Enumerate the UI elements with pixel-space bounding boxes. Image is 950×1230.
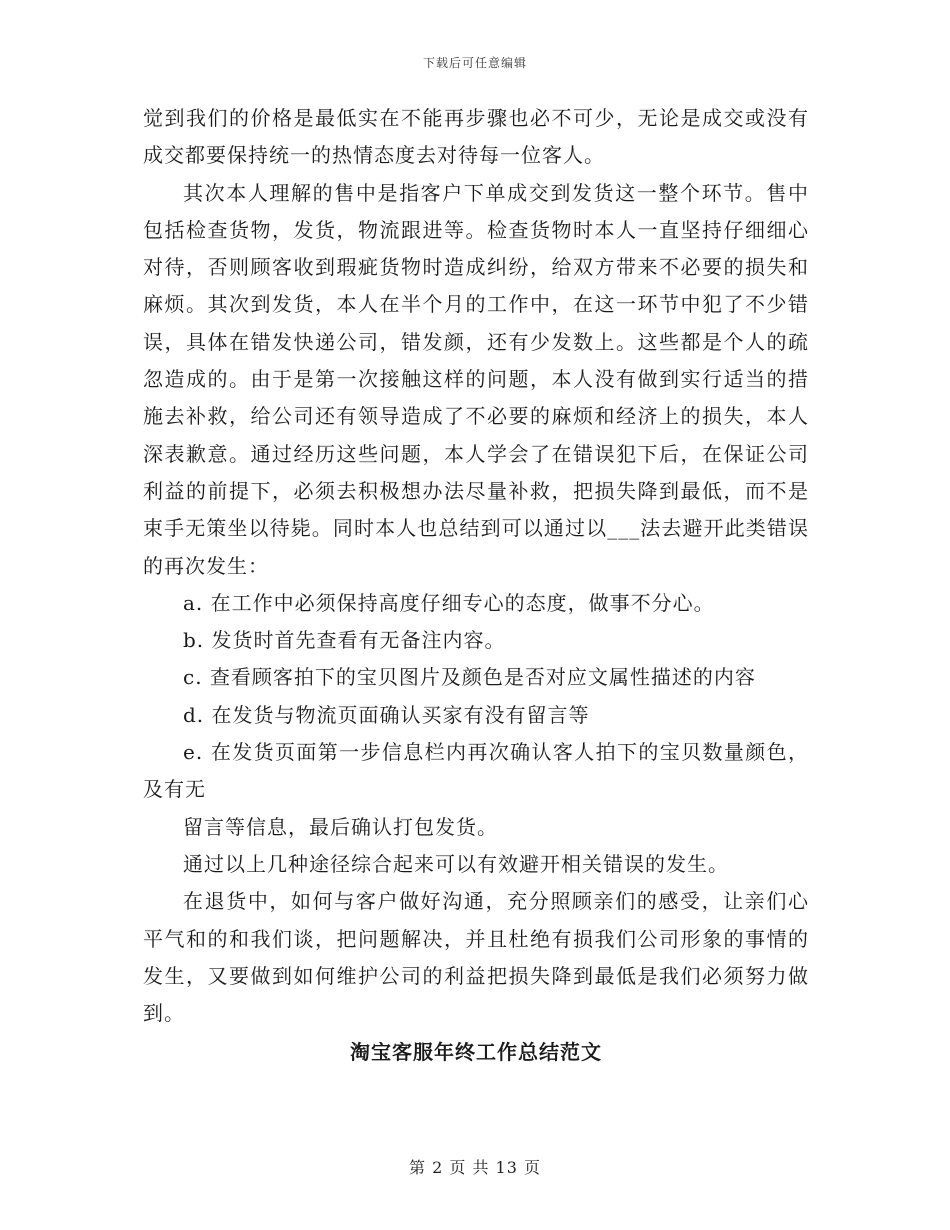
paragraph-continuation: 觉到我们的价格是最低实在不能再步骤也必不可少，无论是成交或没有成交都要保持统一的热情态度去对待每一位客人。 <box>143 106 809 168</box>
page-header-note: 下载后可任意编辑 <box>422 56 527 70</box>
list-item-e-continuation: 留言等信息，最后确认打包发货。 <box>183 814 498 839</box>
page-number: 第 2 页 共 13 页 <box>409 1158 541 1177</box>
section-title: 淘宝客服年终工作总结范文 <box>350 1040 602 1065</box>
list-item-a: a. 在工作中必须保持高度仔细专心的态度，做事不分心。 <box>183 590 715 615</box>
list-item-d: d. 在发货与物流页面确认买家有没有留言等 <box>183 702 590 727</box>
list-item-b: b. 发货时首先查看有无备注内容。 <box>183 628 506 653</box>
list-item-c: c. 查看顾客拍下的宝贝图片及颜色是否对应文属性描述的内容 <box>183 665 756 690</box>
document-body <box>143 100 809 1071</box>
paragraph-returns: 在退货中，如何与客户做好沟通，充分照顾亲们的感受，让亲们心平气和的和我们谈，把问题解决，并且杜绝有损我们公司形象的事情的发生，又要做到如何维护公司的利益把损失降到最低是我们必须努力做到。 <box>143 889 809 1026</box>
paragraph-summary: 通过以上几种途径综合起来可以有效避开相关错误的发生。 <box>183 851 729 876</box>
list-item-e: e. 在发货页面第一步信息栏内再次确认客人拍下的宝贝数量颜色，及有无 <box>143 740 809 802</box>
paragraph-during-sale: 其次本人理解的售中是指客户下单成交到发货这一整个环节。售中包括检查货物，发货，物流跟进等。检查货物时本人一直坚持仔细细心对待，否则顾客收到瑕疵货物时造成纠纷，给双方带来不必要的损失和麻烦。其次到发货，本人在半个月的工作中，在这一环节中犯了不少错误，具体在错发快递公司，错发颜，还有少发数上。这些都是个人的疏忽造成的。由于是第一次接触这样的问题，本人没有做到实行适当的措施去补救，给公司还有领导造成了不必要的麻烦和经济上的损失，本人深表歉意。通过经历这些问题，本人学会了在错误犯下后，在保证公司利益的前提下，必须去积极想办法尽量补救，把损失降到最低，而不是束手无策坐以待毙。同时本人也总结到可以通过以___法去避开此类错误的再次发生： <box>143 180 809 578</box>
